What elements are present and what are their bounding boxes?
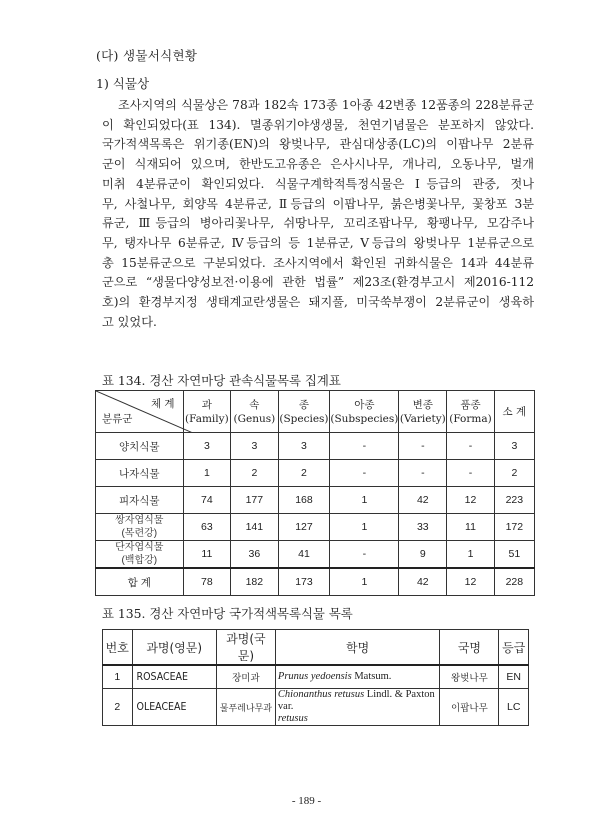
table-row: [96, 460, 535, 487]
cell: 33: [399, 514, 447, 541]
cell-number: 2: [103, 689, 133, 726]
cell: 36: [231, 541, 278, 569]
cell: 127: [278, 514, 330, 541]
table2-header-row: [103, 630, 529, 666]
page-number: - 189 -: [291, 795, 322, 807]
column-header-family-ko: 과명(국문): [216, 630, 275, 666]
paragraph-line: 고 있었다.: [102, 314, 157, 329]
cell-korean-name: 왕벚나무: [440, 665, 499, 689]
cell-grade: EN: [499, 665, 529, 689]
cell: 2: [494, 460, 534, 487]
column-header-grade: 등급: [499, 630, 529, 666]
column-header-variety: 변종 (Variety): [399, 391, 447, 433]
cell: 1: [447, 541, 494, 569]
cell-scientific-name: Prunus yedoensis Matsum.: [275, 665, 439, 689]
cell: -: [399, 460, 447, 487]
cell: 51: [494, 541, 534, 569]
cell: 63: [183, 514, 231, 541]
column-header-genus: 속 (Genus): [231, 391, 278, 433]
table1-corner-cell: [96, 391, 184, 433]
paragraph-line: 무, 탱자나무 6분류군, Ⅳ등급의 등 1분류군, Ⅴ등급의 왕벚나무 1분류군으로: [102, 235, 534, 250]
cell: 1: [330, 514, 399, 541]
cell: 223: [494, 487, 534, 514]
row-label: 단자엽식물 (백합강): [96, 541, 184, 569]
paragraph-line: 이 확인되었다(표 134). 멸종위기야생생물, 천연기념물은 분포하지 않았다.: [102, 117, 534, 132]
cell: 172: [494, 514, 534, 541]
table-row: [96, 514, 535, 541]
cell: -: [447, 433, 494, 460]
cell: 182: [231, 568, 278, 596]
corner-top-label: 체 계: [150, 398, 175, 410]
cell: 74: [183, 487, 231, 514]
section-heading: (다) 생물서식현황: [96, 48, 198, 63]
plant-summary-table: [95, 390, 535, 596]
body-paragraph: [102, 96, 534, 332]
cell: 1: [183, 460, 231, 487]
paragraph-line: 군이 식재되어 있으며, 한반도고유종은 은사시나무, 개나리, 오동나무, 벌개: [102, 157, 534, 172]
section-subheading: 1) 식물상: [96, 76, 150, 91]
cell: 42: [399, 487, 447, 514]
table1-caption: 표 134. 경산 자연마당 관속식물목록 집계표: [102, 373, 341, 388]
paragraph-line: 미취 4분류군이 확인되었다. 식물구계학적특정식물은 Ⅰ등급의 관중, 젓나: [102, 176, 534, 191]
cell: 9: [399, 541, 447, 569]
cell: -: [330, 460, 399, 487]
cell: 11: [183, 541, 231, 569]
cell: 12: [447, 487, 494, 514]
cell: 173: [278, 568, 330, 596]
cell: 41: [278, 541, 330, 569]
cell-family-en: ROSACEAE: [132, 665, 216, 689]
cell: 228: [494, 568, 534, 596]
table-row: [103, 689, 529, 726]
cell: -: [447, 460, 494, 487]
row-label: 합 계: [96, 568, 184, 596]
cell: -: [330, 433, 399, 460]
cell: 3: [231, 433, 278, 460]
cell-family-en: OLEACEAE: [132, 689, 216, 726]
cell: 12: [447, 568, 494, 596]
cell: 3: [278, 433, 330, 460]
cell: 3: [183, 433, 231, 460]
paragraph-line: 군으로 “생물다양성보전·이용에 관한 법률” 제23조(환경부고시 제2016-112: [102, 275, 534, 290]
corner-bottom-label: 분류군: [102, 413, 133, 425]
paragraph-line: 무, 사철나무, 회양목 4분류군, Ⅱ등급의 이팝나무, 붉은병꽃나무, 꽃창포 3분: [102, 196, 534, 211]
cell: 177: [231, 487, 278, 514]
total-row: [96, 568, 535, 596]
column-header-subspecies: 아종 (Subspecies): [330, 391, 399, 433]
row-label: 나자식물: [96, 460, 184, 487]
table2-caption: 표 135. 경산 자연마당 국가적색목록식물 목록: [102, 606, 353, 621]
red-list-table: [102, 629, 529, 726]
cell: -: [330, 541, 399, 569]
cell: 2: [231, 460, 278, 487]
column-header-subtotal: 소 계: [494, 391, 534, 433]
column-header-forma: 품종 (Forma): [447, 391, 494, 433]
cell: 2: [278, 460, 330, 487]
cell: 42: [399, 568, 447, 596]
cell: 1: [330, 568, 399, 596]
cell-family-ko: 물푸레나무과: [216, 689, 275, 726]
column-header-species: 종 (Species): [278, 391, 330, 433]
column-header-korean-name: 국명: [440, 630, 499, 666]
table-row: [103, 665, 529, 689]
paragraph-line: 조사지역의 식물상은 78과 182속 173종 1아종 42변종 12품종의 228분류군: [118, 98, 534, 112]
cell-family-ko: 장미과: [216, 665, 275, 689]
cell: 11: [447, 514, 494, 541]
cell: 141: [231, 514, 278, 541]
cell-number: 1: [103, 665, 133, 689]
column-header-scientific-name: 학명: [275, 630, 439, 666]
cell: 78: [183, 568, 231, 596]
row-label: 쌍자엽식물 (목련강): [96, 514, 184, 541]
cell: -: [399, 433, 447, 460]
table-row: [96, 433, 535, 460]
column-header-family: 과 (Family): [183, 391, 231, 433]
column-header-number: 번호: [103, 630, 133, 666]
cell-grade: LC: [499, 689, 529, 726]
row-label: 피자식물: [96, 487, 184, 514]
cell: 3: [494, 433, 534, 460]
paragraph-line: 호)의 환경부지정 생태계교란생물은 돼지풀, 미국쑥부쟁이 2분류군이 생육하: [102, 295, 534, 310]
table-row: [96, 487, 535, 514]
paragraph-line: 류군, Ⅲ등급의 병아리꽃나무, 쉬땅나무, 꼬리조팝나무, 황팽나무, 모감주나: [102, 216, 534, 231]
paragraph-line: 국가적색목록은 위기종(EN)의 왕벚나무, 관심대상종(LC)의 이팝나무 2분류: [102, 137, 534, 152]
paragraph-line: 총 15분류군으로 구분되었다. 조사지역에서 확인된 귀화식물은 14과 44분류: [102, 255, 534, 270]
cell-korean-name: 이팝나무: [440, 689, 499, 726]
cell-scientific-name: Chionanthus retusus Lindl. & Paxton var. retusus: [275, 689, 439, 726]
row-label: 양치식물: [96, 433, 184, 460]
cell: 168: [278, 487, 330, 514]
table1-header-row: [96, 391, 535, 433]
cell: 1: [330, 487, 399, 514]
table-row: [96, 541, 535, 569]
column-header-family-en: 과명(영문): [132, 630, 216, 666]
